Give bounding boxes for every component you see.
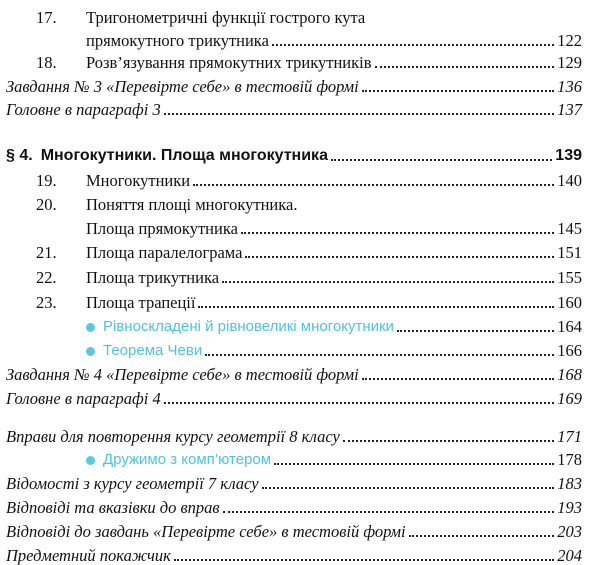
toc-entry[interactable] [6,73,582,96]
dot-leader [362,378,555,380]
page-number: 137 [557,100,582,119]
bullet-icon [86,456,95,465]
page-number: 140 [557,171,582,190]
page-number: 151 [557,243,582,262]
entry-title: Многокутники. Площа многокутника [40,147,328,164]
entry-number: 20. [36,195,57,214]
entry-title: Теорема Чеви [103,342,203,359]
toc-row [0,215,600,238]
dot-leader [274,463,554,465]
toc-row [0,361,600,384]
bullet-icon [86,347,95,356]
page-number: 204 [557,546,582,565]
dot-leader [223,511,555,513]
entry-title: Площа трикутника [86,268,220,287]
entry-title: Розв’язування прямокутних трикутників [86,53,372,72]
toc-row [0,73,600,96]
dot-leader [222,281,554,283]
page-number: 203 [557,522,582,541]
page-number: 136 [557,77,582,96]
entry-title: Головне в параграфі 3 [6,100,161,119]
page-number: 183 [557,474,582,493]
entry-title: Тригонометричні функції гострого кута [86,8,366,27]
toc-entry[interactable] [86,215,582,238]
toc-entry[interactable] [6,361,582,384]
toc-entry[interactable] [6,470,582,493]
toc-row [0,191,600,214]
dot-leader [241,232,554,234]
toc-entry[interactable] [36,49,582,72]
entry-title: Многокутники [86,171,191,190]
entry-title: Площа прямокутника [86,219,238,238]
entry-number: 17. [36,8,57,27]
bullet-icon [86,323,95,332]
toc-row [0,27,600,50]
dot-leader [375,66,555,68]
entry-title: Вправи для повторення курсу геометрії 8 класу [6,427,340,446]
page-number: 178 [557,450,582,469]
toc-entry[interactable] [6,96,582,119]
page-number: 160 [557,293,582,312]
entry-number: 21. [36,243,57,262]
page-number: 164 [557,317,582,336]
dot-leader [397,330,554,332]
entry-title: Площа паралелограма [86,243,243,262]
page-number: 155 [557,268,582,287]
toc-row [0,289,600,312]
toc-row [0,167,600,190]
toc-entry[interactable] [36,264,582,287]
entry-title: Відомості з курсу геометрії 7 класу [6,474,259,493]
toc-entry[interactable] [6,518,582,541]
page-number: 171 [557,427,582,446]
dot-leader [164,402,555,404]
entry-title: Завдання № 3 «Перевірте себе» в тестовій формі [6,77,359,96]
toc-row [0,385,600,408]
toc-row [0,96,600,119]
toc-row [0,4,600,27]
toc-row [0,494,600,517]
entry-title: Площа трапеції [86,293,196,312]
toc-row [0,49,600,72]
entry-title: прямокутного трикутника [86,31,269,50]
dot-leader [164,113,555,115]
page-number: 139 [555,147,582,164]
entry-title: Дружимо з комп’ютером [103,451,272,468]
entry-title: Предметний покажчик [6,546,171,565]
toc-row [0,264,600,287]
dot-leader [262,487,555,489]
dot-leader [331,159,552,161]
dot-leader [174,559,554,561]
toc-entry[interactable] [6,494,582,517]
toc-row [0,518,600,541]
entry-number: 18. [36,53,57,72]
toc-entry[interactable] [86,446,582,469]
toc-entry[interactable] [36,289,582,312]
toc-entry[interactable] [36,167,582,190]
toc-row [0,542,600,565]
toc-row [0,337,600,360]
entry-number: 22. [36,268,57,287]
toc-entry[interactable] [6,542,582,565]
dot-leader [193,184,554,186]
page-number: 145 [557,219,582,238]
dot-leader [272,44,554,46]
entry-title: Поняття площі многокутника. [86,195,298,214]
entry-number: 19. [36,171,57,190]
page-number: 129 [557,53,582,72]
entry-title: Головне в параграфі 4 [6,389,161,408]
toc-row [0,470,600,493]
toc-entry[interactable] [86,27,582,50]
page-number: 193 [557,498,582,517]
dot-leader [362,90,555,92]
dot-leader [343,440,554,442]
toc-row [0,423,600,446]
toc-entry[interactable] [36,191,297,214]
toc-entry[interactable] [6,142,582,165]
page-number: 122 [557,31,582,50]
toc-entry[interactable] [86,337,582,360]
entry-title: Завдання № 4 «Перевірте себе» в тестовій формі [6,365,359,384]
dot-leader [409,535,555,537]
dot-leader [205,354,554,356]
toc-row [0,142,600,165]
page-number: 166 [557,341,582,360]
toc-entry[interactable] [86,313,582,336]
entry-title: Відповіді та вказівки до вправ [6,498,220,517]
toc-entry[interactable] [36,239,582,262]
page-number: 168 [557,365,582,384]
entry-number: § 4. [6,147,33,164]
toc-entry[interactable] [36,4,365,27]
toc-row [0,313,600,336]
toc-entry[interactable] [6,423,582,446]
dot-leader [245,256,554,258]
entry-number: 23. [36,293,57,312]
page-number: 169 [557,389,582,408]
entry-title: Рівноскладені й рівновеликі многокутники [103,318,394,335]
entry-title: Відповіді до завдань «Перевірте себе» в тестовій формі [6,522,406,541]
dot-leader [198,306,554,308]
toc-entry[interactable] [6,385,582,408]
toc-row [0,446,600,469]
toc-row [0,239,600,262]
